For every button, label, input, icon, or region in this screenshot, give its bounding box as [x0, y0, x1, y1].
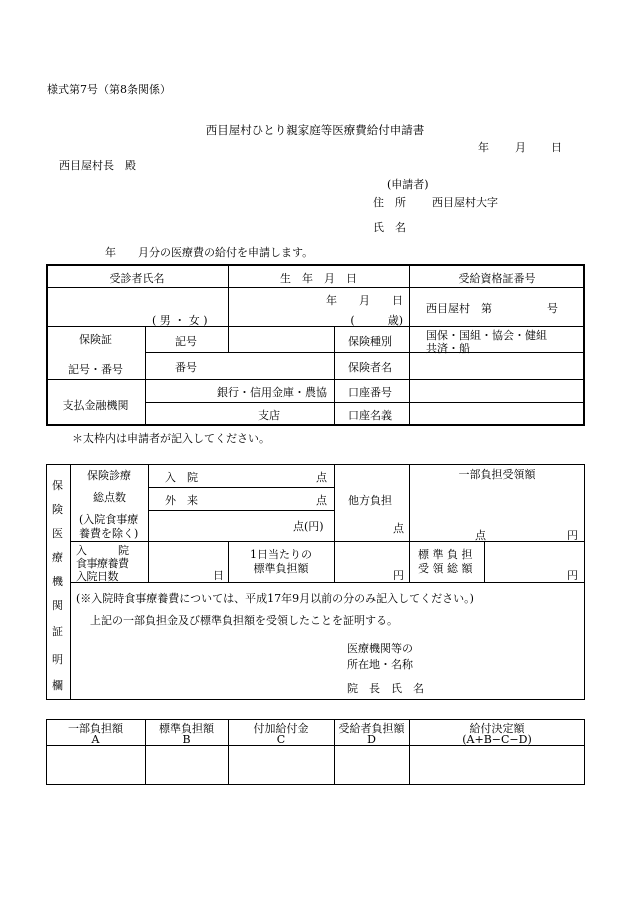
points-label-4: 養費を除く) — [79, 527, 139, 540]
column-benefit-decision: 給付決定額 — [469, 722, 525, 735]
per-day-yen-unit: 円 — [393, 569, 404, 582]
account-number-label: 口座番号 — [348, 386, 392, 399]
date-year: 年 — [478, 141, 489, 154]
meal-cost-label-2: 食事療養費 — [76, 557, 129, 570]
side-char: 機 — [52, 575, 63, 588]
side-char: 療 — [52, 551, 63, 564]
outpatient-label: 外 来 — [165, 494, 198, 507]
name-label: 氏 名 — [373, 221, 406, 234]
partial-received-label: 一部負担受領額 — [458, 468, 536, 481]
date-month: 月 — [515, 141, 526, 154]
standard-burden-label-1: 標 準 負 担 — [418, 548, 473, 561]
column-letter-c: C — [276, 733, 286, 746]
points-label-3: (入院食事療 — [79, 513, 139, 526]
meal-note: (※入院時食事療養費については、平成17年9月以前の分のみ記入してください。) — [76, 592, 474, 605]
sex-field[interactable]: ( 男 ・ 女 ) — [152, 314, 208, 327]
other-burden-unit: 点 — [393, 522, 404, 535]
per-day-label-1: 1日当たりの — [250, 548, 312, 561]
meal-cost-label-1: 入 院 — [76, 544, 129, 557]
column-standard-burden: 標準負担額 — [159, 722, 214, 735]
column-recipient-burden: 受給者負担額 — [338, 722, 405, 735]
column-partial-burden: 一部負担額 — [68, 722, 123, 735]
certification-text: 上記の一部負担金及び標準負担額を受領したことを証明する。 — [90, 614, 398, 627]
other-burden-label: 他方負担 — [348, 494, 392, 507]
age-field[interactable]: ( 歳) — [350, 314, 403, 327]
bank-label: 支払金融機関 — [62, 399, 129, 412]
birth-date-field[interactable]: 年 月 日 — [326, 294, 403, 307]
side-char: 医 — [52, 527, 63, 540]
side-char: 欄 — [52, 679, 63, 692]
partial-received-yen-unit: 円 — [567, 529, 578, 542]
inpatient-label: 入 院 — [165, 471, 198, 484]
branch-label: 支店 — [258, 409, 280, 422]
side-char: 関 — [52, 599, 63, 612]
address-value: 西目屋村大字 — [432, 196, 498, 209]
outpatient-points-unit: 点 — [316, 494, 327, 507]
certificate-number-field[interactable]: 西目屋村 第 号 — [426, 302, 558, 315]
request-text: 年 月分の医療費の給付を申請します。 — [105, 246, 314, 259]
insurance-label: 保険証 — [79, 333, 112, 346]
insurance-type-label: 保険種別 — [348, 335, 392, 348]
addressee: 西目屋村長 殿 — [59, 159, 136, 172]
meal-cost-label-3: 入院日数 — [76, 570, 118, 583]
column-letter-b: B — [182, 733, 191, 746]
side-char: 証 — [52, 625, 63, 638]
inpatient-points-unit: 点 — [316, 471, 327, 484]
insurance-type-options-2[interactable]: 共済・船 — [426, 342, 470, 355]
applicant-heading: (申請者) — [387, 178, 429, 191]
column-additional-benefit: 付加給付金 — [253, 722, 309, 735]
side-char: 保 — [52, 479, 63, 492]
insurer-name-label: 保険者名 — [348, 361, 392, 374]
days-unit: 日 — [213, 569, 224, 582]
institution-label-2: 所在地・名称 — [347, 658, 413, 671]
column-letter-a: A — [91, 733, 100, 746]
standard-burden-yen-unit: 円 — [567, 569, 578, 582]
main-table-note: ＊太枠内は申請者が記入してください。 — [72, 432, 270, 445]
symbol-label: 記号 — [175, 335, 197, 348]
institution-label-1: 医療機関等の — [347, 642, 413, 655]
number-label: 番号 — [175, 361, 197, 374]
side-char: 険 — [52, 503, 63, 516]
date-day: 日 — [551, 141, 562, 154]
per-day-label-2: 標準負担額 — [253, 562, 309, 575]
standard-burden-label-2: 受 領 総 額 — [418, 562, 473, 575]
column-formula: (A+B−C−D) — [462, 733, 532, 746]
account-name-label: 口座名義 — [348, 409, 392, 422]
insurance-type-options-1[interactable]: 国保・国組・協会・健組 — [426, 329, 547, 342]
bank-type-options[interactable]: 銀行・信用金庫・農協 — [217, 386, 327, 399]
partial-received-points-unit: 点 — [475, 529, 486, 542]
form-number: 様式第7号（第8条関係） — [47, 83, 171, 96]
page-title: 西目屋村ひとり親家庭等医療費給付申請書 — [205, 123, 425, 137]
side-char: 明 — [52, 653, 63, 666]
header-birth-date: 生 年 月 日 — [280, 272, 357, 285]
points-label-1: 保険診療 — [87, 469, 131, 482]
header-certificate-number: 受給資格証番号 — [458, 272, 536, 285]
points-label-2: 総点数 — [93, 491, 126, 504]
total-points-unit: 点(円) — [293, 520, 324, 533]
header-patient-name: 受診者氏名 — [109, 272, 165, 285]
address-label: 住 所 — [373, 196, 406, 209]
column-letter-d: D — [367, 733, 376, 746]
director-name-label: 院 長 氏 名 — [347, 682, 424, 695]
insurance-number-label: 記号・番号 — [68, 363, 123, 376]
